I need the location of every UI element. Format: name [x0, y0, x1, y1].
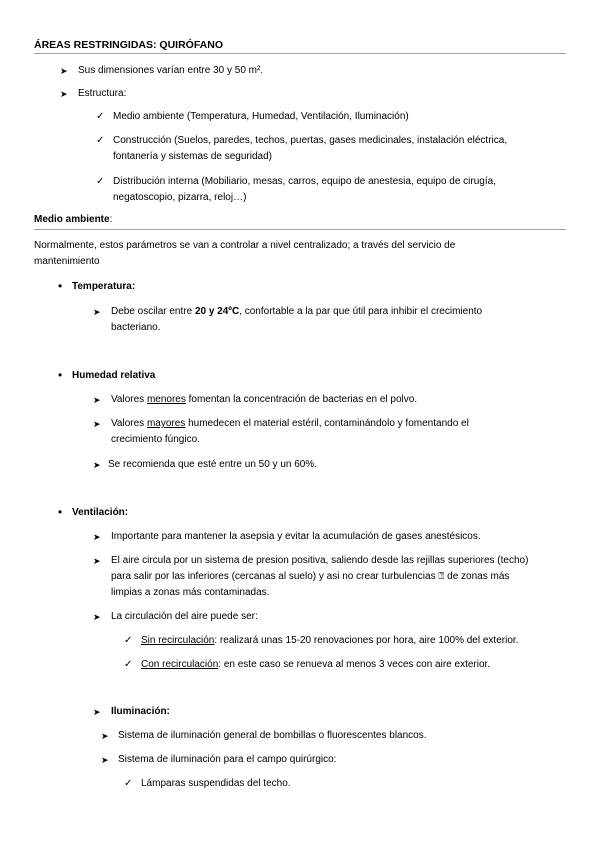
humedad-mayores-l2: crecimiento fúngico. [111, 434, 200, 445]
structure-construccion-l2: fontanería y sistemas de seguridad) [113, 151, 272, 162]
temperatura-text-l1: Debe oscilar entre 20 y 24ºC, confortable a la par que útil para inhibir el crecimiento [111, 306, 483, 317]
check-bullet-icon: ✓ [96, 135, 105, 146]
intro-structure: Estructura: [78, 88, 127, 99]
ventilacion-sin-recirculacion: Sin recirculación: realizará unas 15-20 renovaciones por hora, aire 100% del exterior. [141, 635, 519, 646]
humedad-recomendacion: Se recomienda que esté entre un 50 y un 60%. [108, 459, 318, 470]
arrow-bullet-icon: ➤ [93, 419, 101, 429]
arrow-bullet-icon: ➤ [93, 460, 101, 470]
dot-bullet-icon: • [58, 368, 63, 382]
arrow-bullet-icon: ➤ [60, 89, 68, 99]
iluminacion-general: Sistema de iluminación general de bombillas o fluorescentes blancos. [118, 730, 427, 741]
medio-heading: Medio ambiente: [34, 214, 113, 225]
iluminacion-campo: Sistema de iluminación para el campo quirúrgico: [118, 754, 337, 765]
iluminacion-lamparas: Lámparas suspendidas del techo. [141, 778, 291, 789]
structure-distribucion-l1: Distribución interna (Mobiliario, mesas, carros, equipo de anestesia, equipo de cirugía, [113, 176, 496, 187]
check-bullet-icon: ✓ [124, 635, 133, 646]
arrow-bullet-icon: ➤ [93, 395, 101, 405]
intro-dimensions: Sus dimensiones varían entre 30 y 50 m². [78, 65, 264, 76]
title-rule [34, 53, 566, 54]
page-title: ÁREAS RESTRINGIDAS: QUIRÓFANO [34, 39, 224, 51]
iluminacion-heading: Iluminación: [111, 706, 170, 717]
medio-rule [34, 229, 566, 230]
temperatura-text-l2: bacteriano. [111, 322, 161, 333]
ventilacion-circulacion: La circulación del aire puede ser: [111, 611, 258, 622]
arrow-bullet-icon: ➤ [93, 532, 101, 542]
arrow-bullet-icon: ➤ [101, 755, 109, 765]
check-bullet-icon: ✓ [124, 778, 133, 789]
medio-paragraph-l1: Normalmente, estos parámetros se van a controlar a nivel centralizado; a través del servicio de [34, 240, 456, 251]
check-bullet-icon: ✓ [124, 659, 133, 670]
ventilacion-presion-l3: limpias a zonas más contaminadas. [111, 587, 270, 598]
arrow-bullet-icon: ➤ [60, 66, 68, 76]
ventilacion-heading: Ventilación: [72, 507, 129, 518]
check-bullet-icon: ✓ [96, 176, 105, 187]
dot-bullet-icon: • [58, 279, 63, 293]
arrow-bullet-icon: ➤ [93, 556, 101, 566]
structure-medio: Medio ambiente (Temperatura, Humedad, Ventilación, Iluminación) [113, 111, 409, 122]
humedad-mayores-l1: Valores mayores humedecen el material estéril, contaminándolo y fomentando el [111, 418, 469, 429]
arrow-bullet-icon: ➤ [101, 731, 109, 741]
temperatura-heading: Temperatura: [72, 281, 136, 292]
ventilacion-con-recirculacion: Con recirculación: en este caso se renueva al menos 3 veces con aire exterior. [141, 659, 491, 670]
dot-bullet-icon: • [58, 505, 63, 519]
humedad-menores: Valores menores fomentan la concentración de bacterias en el polvo. [111, 394, 418, 405]
ventilacion-presion-l2: para salir por las inferiores (cercanas al suelo) y asi no crear turbulencias ⍰ de zonas más [111, 571, 510, 582]
structure-distribucion-l2: negatoscopio, pizarra, reloj…) [113, 192, 247, 203]
arrow-bullet-icon: ➤ [93, 612, 101, 622]
arrow-bullet-icon: ➤ [93, 307, 101, 317]
medio-paragraph-l2: mantenimiento [34, 256, 100, 267]
humedad-heading: Humedad relativa [72, 370, 156, 381]
arrow-bullet-icon: ➤ [93, 707, 101, 717]
check-bullet-icon: ✓ [96, 111, 105, 122]
structure-construccion-l1: Construcción (Suelos, paredes, techos, puertas, gases medicinales, instalación eléctrica, [113, 135, 508, 146]
ventilacion-asepsia: Importante para mantener la asepsia y evitar la acumulación de gases anestésicos. [111, 531, 481, 542]
ventilacion-presion-l1: El aire circula por un sistema de presion positiva, saliendo desde las rejillas superiores (techo) [111, 555, 529, 566]
